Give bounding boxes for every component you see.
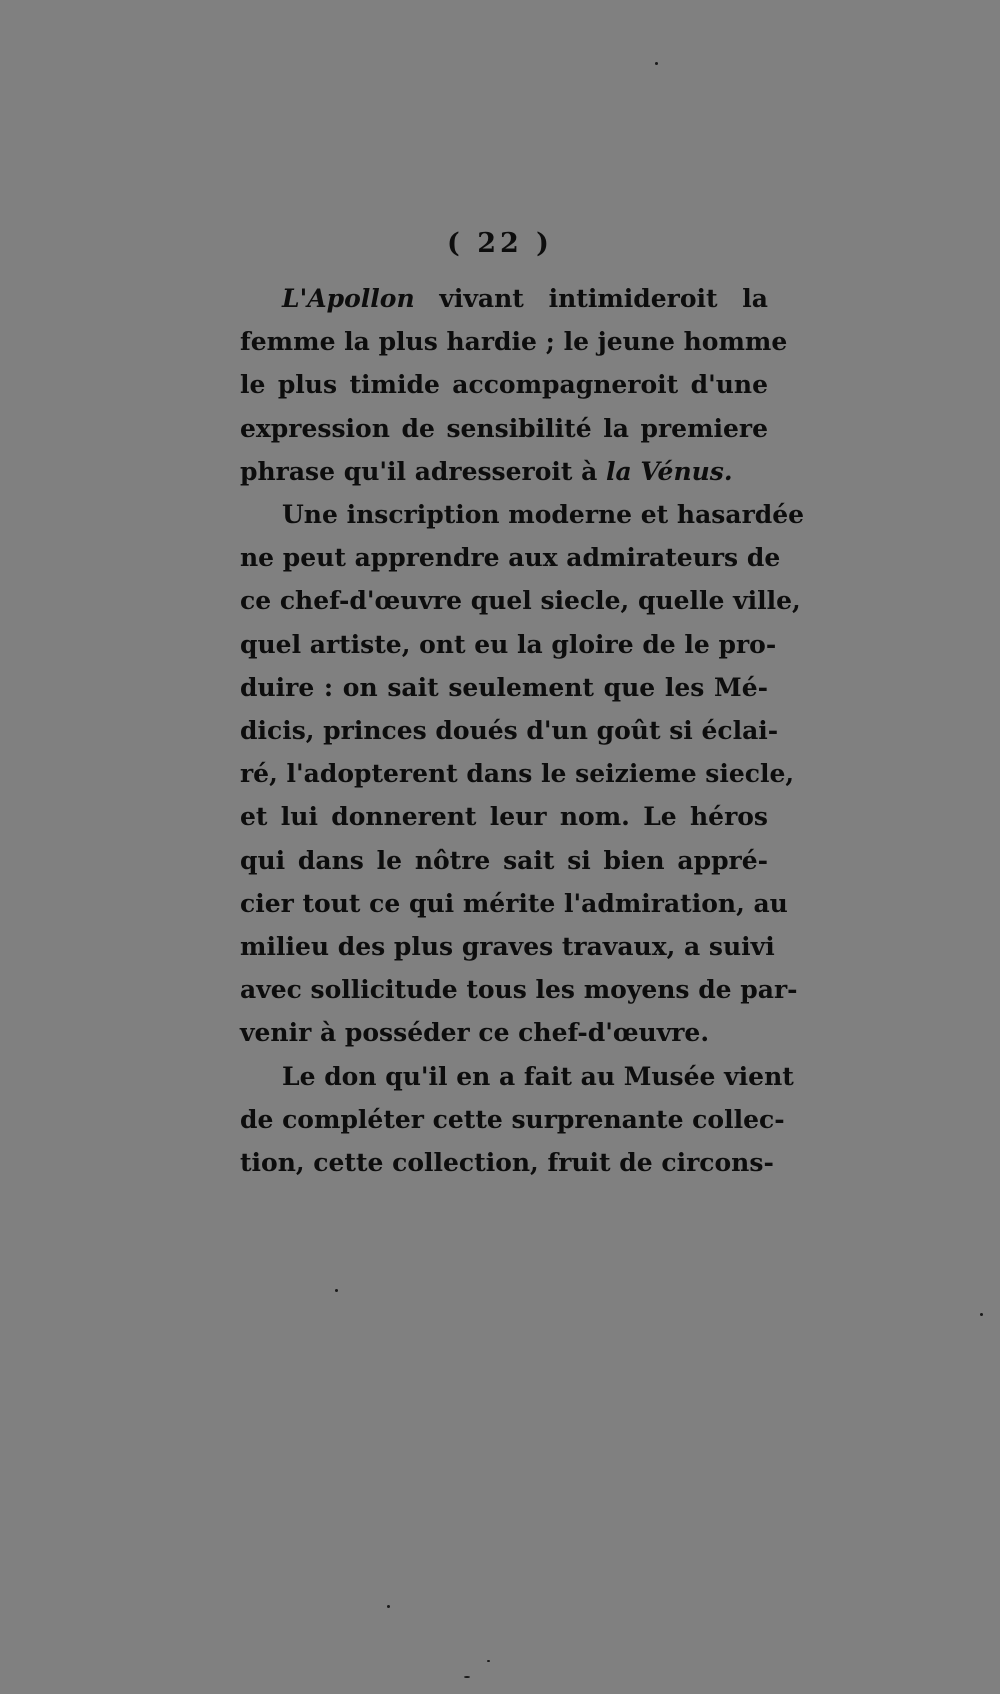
line-text: vivant intimideroit la — [414, 284, 768, 313]
text-line: avec sollicitude tous les moyens de par- — [240, 975, 798, 1005]
text-line: tion, cette collection, fruit de circons- — [240, 1148, 774, 1178]
text-line: de compléter cette surprenante collec- — [240, 1104, 785, 1134]
text-line: duire : on sait seulement que les Mé- — [240, 672, 768, 702]
text-line: cier tout ce qui mérite l'admiration, au — [240, 888, 788, 918]
scan-speck — [335, 1289, 338, 1292]
italic-text: L'Apollon — [282, 284, 415, 313]
text-line — [240, 450, 768, 493]
text-line: Une inscription moderne et hasardée — [282, 500, 805, 530]
text-line: le plus timide accompagneroit d'une — [240, 370, 768, 400]
paragraph-3 — [240, 1055, 794, 1185]
body-text — [240, 277, 805, 1184]
paragraph-1 — [240, 277, 788, 493]
scan-speck — [980, 1313, 983, 1316]
line-text: phrase qu'il adresseroit à — [240, 456, 607, 486]
text-line: ne peut apprendre aux admirateurs de — [240, 543, 781, 573]
text-line: milieu des plus graves travaux, a suivi — [240, 932, 775, 962]
paragraph-2 — [240, 493, 805, 1055]
page-number: ( 22 ) — [447, 228, 553, 259]
text-line — [240, 277, 768, 320]
text-line: expression de sensibilité la premiere — [240, 413, 768, 443]
italic-text: la Vénus. — [606, 456, 733, 486]
text-line: et lui donnerent leur nom. Le héros — [240, 802, 768, 832]
scan-speck — [655, 62, 658, 65]
text-line: ce chef-d'œuvre quel siecle, quelle ville, — [240, 586, 801, 616]
scan-speck — [487, 1660, 490, 1662]
text-line: dicis, princes doués d'un goût si éclai- — [240, 716, 779, 746]
text-line: ré, l'adopterent dans le seizieme siecle, — [240, 759, 795, 789]
text-line: Le don qu'il en a fait au Musée vient — [282, 1061, 794, 1091]
scan-speck — [387, 1605, 390, 1608]
text-line: venir à posséder ce chef-d'œuvre. — [240, 1018, 710, 1048]
text-line: femme la plus hardie ; le jeune homme — [240, 327, 788, 357]
text-line: quel artiste, ont eu la gloire de le pro- — [240, 629, 777, 659]
text-line: qui dans le nôtre sait si bien appré- — [240, 845, 768, 875]
scan-speck — [464, 1676, 470, 1678]
